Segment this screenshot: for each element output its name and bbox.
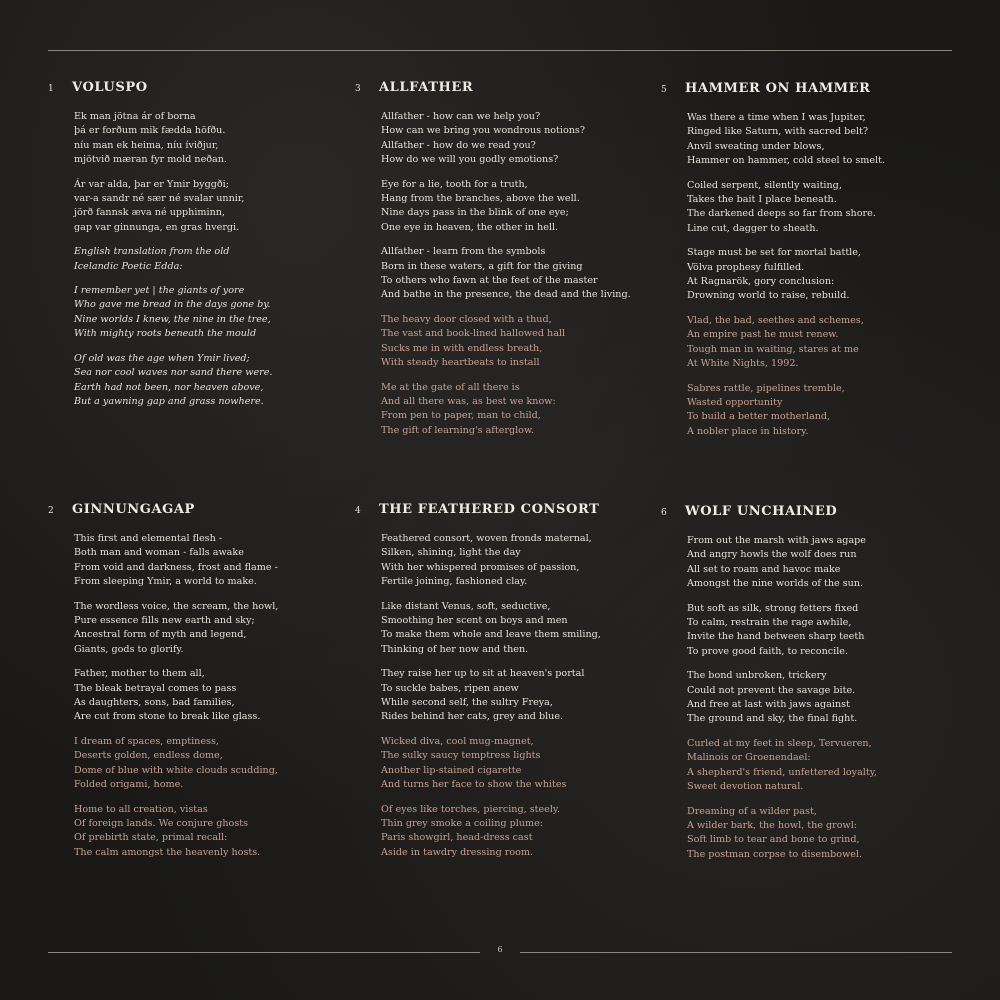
lyric-line: The calm amongst the heavenly hosts. [74, 846, 261, 858]
stanza [687, 534, 951, 592]
top-rule [48, 50, 952, 51]
page-number: 6 [497, 945, 503, 954]
lyric-line: Earth had not been, nor heaven above, [74, 381, 264, 393]
lyric-line: This first and elemental flesh - [74, 533, 223, 544]
lyric-line: Sabres rattle, pipelines tremble, [687, 382, 845, 394]
lyric-line: And angry howls the wolf does run [687, 549, 857, 561]
lyric-line: The postman corpse to disembowel. [687, 848, 863, 860]
lyric-line: Thin grey smoke a coiling plume: [381, 817, 543, 829]
lyric-line: níu man ek heima, níu íviðjur, [74, 139, 219, 151]
lyric-line: Völva prophesy fulfilled. [687, 261, 805, 273]
lyric-line: As daughters, sons, bad families, [74, 697, 235, 709]
track-number: 6 [661, 508, 667, 518]
lyric-line: With steady heartbeats to install [381, 357, 540, 369]
lyric-line: Amongst the nine worlds of the sun. [687, 578, 864, 590]
track-number: 2 [48, 506, 54, 516]
song-title: ALLFATHER [379, 80, 474, 95]
lyric-line: Nine days pass in the blink of one eye; [381, 207, 569, 219]
lyric-line: To calm, restrain the rage awhile, [687, 617, 852, 629]
stanza [687, 737, 951, 795]
lyric-line: At White Nights, 1992. [687, 358, 799, 370]
song-title: THE FEATHERED CONSORT [379, 502, 600, 517]
lyric-line: Are cut from stone to break like glass. [74, 711, 261, 723]
lyric-line: A nobler place in history. [687, 425, 809, 437]
lyric-line: To prove good faith, to reconcile. [687, 645, 848, 657]
song-heading [48, 80, 338, 102]
lyric-line: Folded origami, home. [74, 779, 184, 791]
lyrics-body [381, 110, 645, 438]
song-heading [661, 81, 951, 103]
song-heading [661, 504, 951, 526]
lyric-line: With mighty roots beneath the mould [74, 328, 257, 340]
lyric-line: A shepherd's friend, unfettered loyalty, [687, 766, 877, 778]
lyric-line: Could not prevent the savage bite. [687, 684, 856, 696]
lyric-line: Coiled serpent, silently waiting, [687, 179, 842, 191]
track-number: 1 [48, 84, 54, 94]
lyric-line: Curled at my feet in sleep, Tervueren, [687, 737, 872, 749]
lyric-line: mjötvið mæran fyr mold neðan. [74, 154, 227, 166]
stanza [381, 803, 645, 861]
lyric-line: Dreaming of a wilder past, [687, 805, 817, 817]
lyric-line: To make them whole and leave them smiling, [381, 629, 601, 641]
lyric-line: And all there was, as best we know: [381, 395, 556, 407]
lyric-line: With her whispered promises of passion, [381, 561, 580, 573]
lyric-line: Hammer on hammer, cold steel to smelt. [687, 155, 886, 167]
lyric-line: From pen to paper, man to child, [381, 410, 541, 422]
song-the-feathered-consort [355, 502, 645, 870]
lyric-line: But a yawning gap and grass nowhere. [74, 395, 264, 407]
lyric-line: Tough man in waiting, stares at me [687, 343, 859, 355]
lyric-line: One eye in heaven, the other in hell. [381, 221, 559, 233]
lyric-line: The ground and sky, the final fight. [687, 713, 858, 725]
lyric-line: Dome of blue with white clouds scudding, [74, 764, 278, 776]
song-hammer-on-hammer [661, 81, 951, 449]
stanza [687, 314, 951, 372]
lyric-line: Eye for a lie, tooth for a truth, [381, 178, 528, 190]
lyric-line: Fertile joining, fashioned clay. [381, 576, 528, 588]
lyric-line: The wordless voice, the scream, the howl, [74, 600, 279, 612]
song-title: GINNUNGAGAP [72, 502, 195, 517]
stanza [74, 667, 338, 725]
lyric-line: Nine worlds I knew, the nine in the tree, [74, 313, 271, 325]
stanza [74, 284, 338, 342]
stanza [381, 667, 645, 725]
lyrics-body [74, 532, 338, 860]
lyric-line: Allfather - learn from the symbols [381, 246, 546, 258]
stanza [687, 382, 951, 440]
stanza [74, 245, 338, 274]
lyrics-body [74, 110, 338, 409]
song-title: VOLUSPO [72, 80, 148, 95]
lyric-line: Giants, gods to glorify. [74, 643, 184, 655]
lyric-line: Paris showgirl, head-dress cast [381, 832, 533, 844]
lyric-line: Rides behind her cats, grey and blue. [381, 711, 564, 723]
stanza [74, 803, 338, 861]
lyric-line: To build a better motherland, [687, 411, 831, 423]
song-title: HAMMER ON HAMMER [685, 81, 871, 96]
song-wolf-unchained [661, 504, 951, 872]
lyric-line: The darkened deeps so far from shore. [687, 208, 876, 220]
lyric-line: Stage must be set for mortal battle, [687, 247, 861, 259]
lyric-line: From void and darkness, frost and flame - [74, 561, 278, 573]
lyric-line: How can we bring you wondrous notions? [381, 125, 585, 137]
stanza [687, 669, 951, 727]
lyric-line: Smoothing her scent on boys and men [381, 615, 568, 627]
lyric-line: Was there a time when I was Jupiter, [687, 112, 866, 123]
lyric-line: Of foreign lands. We conjure ghosts [74, 817, 249, 829]
track-number: 3 [355, 84, 361, 94]
lyric-line: jörð fannsk æva né upphiminn, [74, 207, 225, 219]
lyric-line: Both man and woman - falls awake [74, 547, 244, 559]
stanza [687, 179, 951, 237]
stanza [74, 178, 338, 236]
lyrics-body [381, 532, 645, 860]
lyric-line: Aside in tawdry dressing room. [381, 846, 534, 858]
lyric-line: The vast and book-lined hallowed hall [381, 328, 566, 340]
stanza [74, 110, 338, 168]
lyric-line: þá er forðum mik fædda höfðu. [74, 125, 226, 137]
lyric-line: Me at the gate of all there is [381, 381, 520, 393]
lyric-line: var-a sandr né sær né svalar unnir, [74, 193, 245, 205]
stanza [381, 178, 645, 236]
stanza [381, 600, 645, 658]
lyric-line: Feathered consort, woven fronds maternal, [381, 533, 592, 544]
stanza [687, 602, 951, 660]
song-title: WOLF UNCHAINED [685, 504, 838, 519]
song-heading [355, 502, 645, 524]
lyric-line: From sleeping Ymir, a world to make. [74, 576, 257, 588]
lyric-line: Allfather - how can we help you? [381, 111, 541, 122]
stanza [381, 245, 645, 303]
stanza [687, 111, 951, 169]
track-number: 5 [661, 85, 667, 95]
lyric-line: Hang from the branches, above the well. [381, 193, 580, 205]
lyric-line: A wilder bark, the howl, the growl: [687, 819, 858, 831]
lyric-line: From out the marsh with jaws agape [687, 535, 866, 546]
lyric-line: The bleak betrayal comes to pass [74, 682, 237, 694]
stanza [381, 532, 645, 590]
lyric-line: Born in these waters, a gift for the giving [381, 260, 583, 272]
lyric-line: I dream of spaces, emptiness, [74, 735, 219, 747]
lyric-line: Invite the hand between sharp teeth [687, 631, 865, 643]
lyric-line: Who gave me bread in the days gone by. [74, 299, 271, 311]
lyric-line: English translation from the old [74, 246, 230, 258]
song-heading [355, 80, 645, 102]
bottom-rule-right [520, 952, 952, 953]
stanza [74, 532, 338, 590]
lyric-line: The bond unbroken, trickery [687, 670, 827, 682]
lyric-line: All set to roam and havoc make [687, 563, 841, 575]
lyric-line: Soft limb to tear and bone to grind, [687, 834, 860, 846]
lyric-line: The sulky saucy temptress lights [381, 750, 541, 762]
lyric-line: At Ragnarök, gory conclusion: [687, 276, 835, 288]
lyric-line: Wasted opportunity [687, 396, 783, 408]
lyric-line: Vlad, the bad, seethes and schemes, [687, 314, 864, 326]
stanza [381, 313, 645, 371]
lyric-line: Ancestral form of myth and legend, [74, 629, 247, 641]
lyric-line: Like distant Venus, soft, seductive, [381, 600, 551, 612]
lyric-line: The gift of learning's afterglow. [381, 424, 535, 436]
lyric-line: gap var ginnunga, en gras hvergi. [74, 221, 240, 233]
stanza [74, 735, 338, 793]
lyric-line: How do we will you godly emotions? [381, 154, 559, 166]
lyric-line: But soft as silk, strong fetters fixed [687, 602, 859, 614]
lyric-line: And free at last with jaws against [687, 699, 850, 711]
stanza [74, 600, 338, 658]
lyric-line: Sea nor cool waves nor sand there were. [74, 367, 273, 379]
lyric-line: Sweet devotion natural. [687, 781, 804, 793]
stanza [381, 110, 645, 168]
lyric-line: Home to all creation, vistas [74, 803, 208, 815]
lyric-line: Line cut, dagger to sheath. [687, 222, 819, 234]
lyric-line: While second self, the sultry Freya, [381, 697, 553, 709]
lyric-line: The heavy door closed with a thud, [381, 313, 552, 325]
lyric-line: Anvil sweating under blows, [687, 140, 825, 152]
lyric-line: Silken, shining, light the day [381, 547, 521, 559]
lyric-line: They raise her up to sit at heaven's portal [381, 668, 585, 680]
lyric-line: Drowning world to raise, rebuild. [687, 290, 850, 302]
lyric-line: I remember yet | the giants of yore [74, 285, 245, 297]
lyric-line: Pure essence fills new earth and sky; [74, 615, 255, 627]
lyric-line: Allfather - how do we read you? [381, 139, 536, 151]
lyric-line: Of old was the age when Ymir lived; [74, 352, 250, 364]
lyric-line: And turns her face to show the whites [381, 779, 567, 791]
lyric-line: An empire past he must renew. [687, 329, 839, 341]
lyric-line: And bathe in the presence, the dead and the living. [381, 289, 631, 301]
track-number: 4 [355, 506, 361, 516]
bottom-rule-left [48, 952, 480, 953]
lyric-line: To others who fawn at the feet of the master [381, 275, 598, 287]
lyric-line: Deserts golden, endless dome, [74, 750, 223, 762]
lyric-line: Of eyes like torches, piercing, steely. [381, 803, 561, 815]
stanza [381, 381, 645, 439]
lyrics-body [687, 534, 951, 862]
lyric-line: Ek man jötna ár of borna [74, 111, 196, 122]
song-voluspo [48, 80, 338, 419]
lyric-line: Wicked diva, cool mug-magnet, [381, 735, 534, 747]
lyric-line: Icelandic Poetic Edda: [74, 260, 183, 272]
lyric-line: Of prebirth state, primal recall: [74, 832, 228, 844]
song-heading [48, 502, 338, 524]
lyrics-body [687, 111, 951, 439]
lyric-line: Sucks me in with endless breath, [381, 342, 543, 354]
song-allfather [355, 80, 645, 448]
lyric-line: Another lip-stained cigarette [381, 764, 522, 776]
lyric-line: To suckle babes, ripen anew [381, 682, 519, 694]
lyric-line: Ár var alda, þar er Ymir byggði; [74, 178, 229, 190]
stanza [687, 805, 951, 863]
stanza [74, 352, 338, 410]
lyric-line: Takes the bait I place beneath. [687, 194, 837, 206]
lyric-line: Father, mother to them all, [74, 668, 205, 680]
lyric-line: Malinois or Groenendael: [687, 752, 811, 764]
lyric-line: Thinking of her now and then. [381, 643, 529, 655]
song-ginnungagap [48, 502, 338, 870]
stanza [381, 735, 645, 793]
stanza [687, 246, 951, 304]
lyric-line: Ringed like Saturn, with sacred belt? [687, 126, 869, 138]
